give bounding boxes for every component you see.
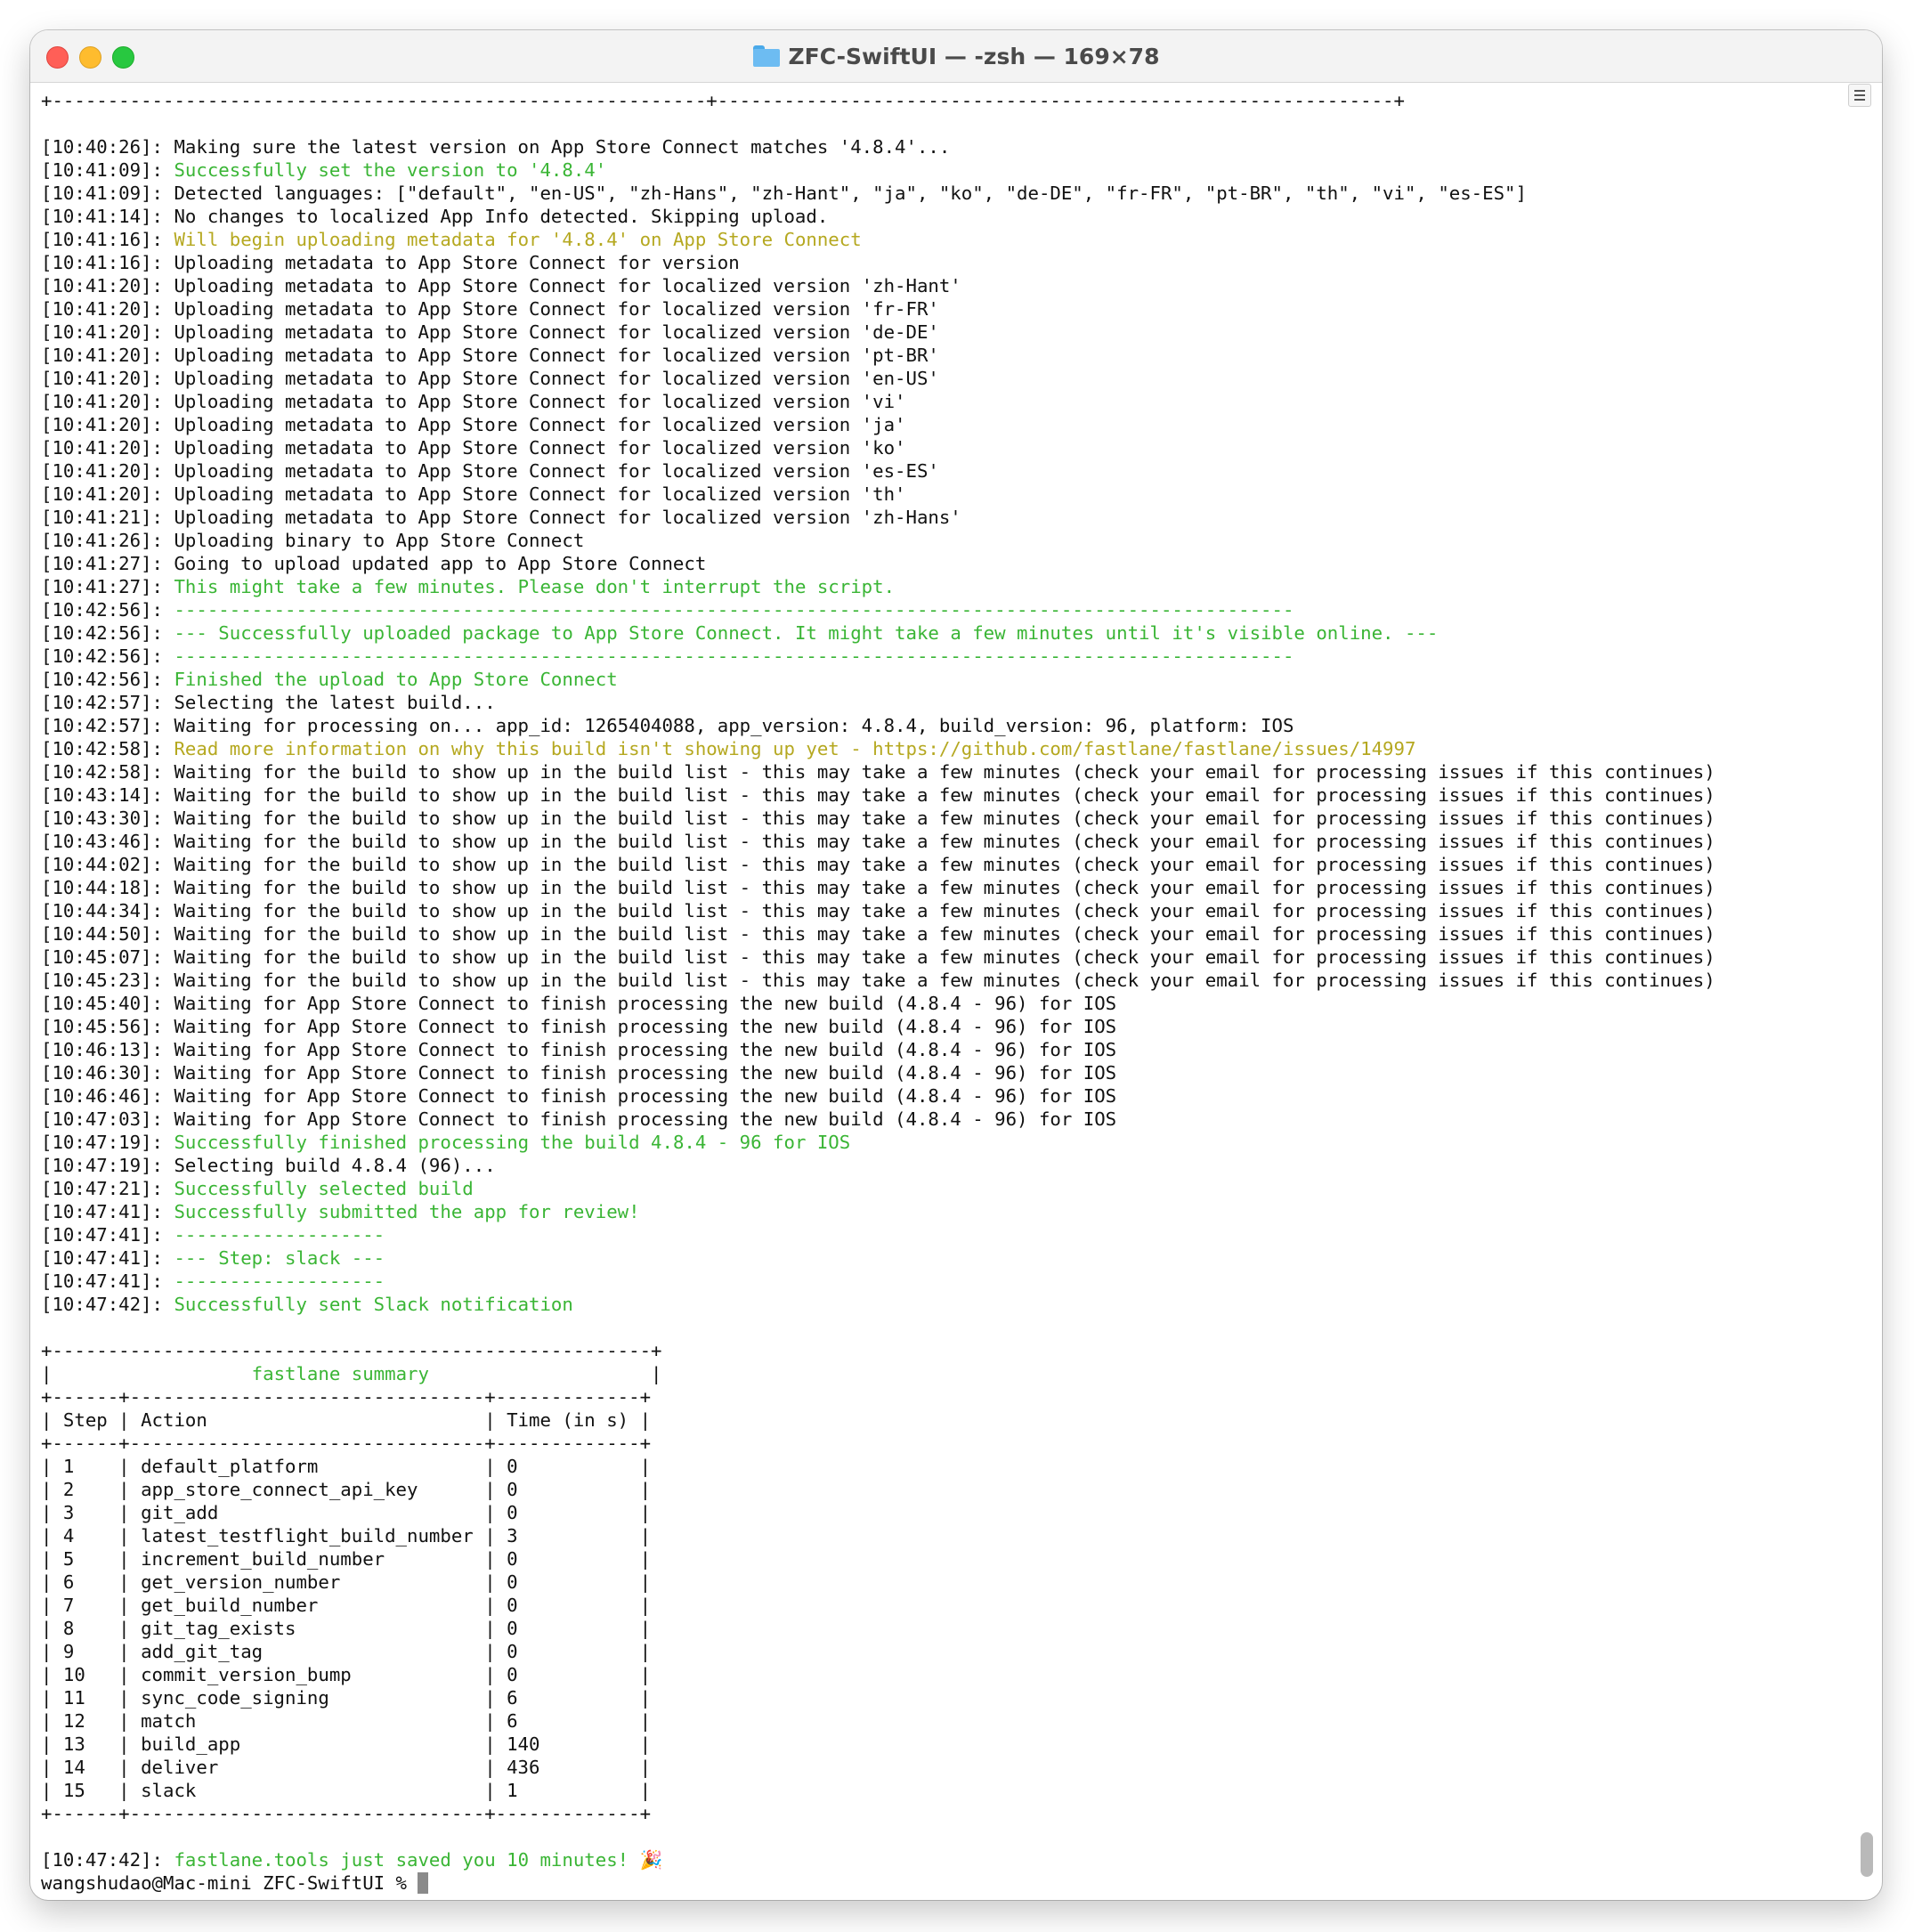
terminal-line [41, 205, 1830, 228]
terminal-line [41, 158, 1830, 182]
terminal-line [41, 1061, 1830, 1084]
line-prefix: | [41, 1363, 252, 1384]
line-text: | 9 | add_git_tag | 0 | [41, 1641, 652, 1662]
window-title: ZFC-SwiftUI — -zsh — 169×78 [788, 43, 1160, 69]
terminal-line [41, 1478, 1830, 1501]
terminal-line [41, 876, 1830, 899]
terminal-line [41, 89, 1830, 112]
terminal-line [41, 714, 1830, 737]
line-text: --- Successfully uploaded package to App Store Connect. It might take a few minutes until it's visible online. --- [174, 622, 1439, 644]
terminal-line [41, 1385, 1830, 1408]
line-text: [10:41:09]: Detected languages: ["default", "en-US", "zh-Hans", "zh-Hant", "ja", "ko", "de-DE", "fr-FR", "pt-BR", "th", "vi", "es-ES"] [41, 183, 1527, 204]
terminal-line [41, 899, 1830, 922]
terminal-line [41, 922, 1830, 946]
line-text: ----------------------------------------------------------------------------------------------------- [174, 645, 1294, 667]
line-text: [10:41:20]: Uploading metadata to App Store Connect for localized version 'zh-Hant' [41, 275, 961, 296]
terminal-line [41, 830, 1830, 853]
line-text: [10:43:46]: Waiting for the build to show up in the build list - this may take a few minutes (check your email for processing issues if this continues) [41, 831, 1715, 852]
terminal-line [41, 1108, 1830, 1131]
line-text: | 13 | build_app | 140 | [41, 1733, 652, 1755]
line-text: [10:47:03]: Waiting for App Store Connect to finish processing the new build (4.8.4 - 96) for IOS [41, 1108, 1117, 1130]
line-prefix: [10:47:41]: [41, 1247, 174, 1269]
terminal-line [41, 598, 1830, 621]
terminal-line [41, 1246, 1830, 1270]
terminal-line [41, 483, 1830, 506]
line-prefix: [10:47:42]: [41, 1294, 174, 1315]
terminal-line [41, 760, 1830, 783]
line-text: | 8 | git_tag_exists | 0 | [41, 1618, 652, 1639]
line-text: [10:44:34]: Waiting for the build to show up in the build list - this may take a few minutes (check your email for processing issues if this continues) [41, 900, 1715, 921]
line-prefix: [10:41:09]: [41, 159, 174, 181]
line-text: ------------------- [174, 1224, 385, 1246]
terminal-line [41, 1547, 1830, 1571]
line-text: [10:45:07]: Waiting for the build to show up in the build list - this may take a few minutes (check your email for processing issues if this continues) [41, 946, 1715, 968]
terminal-line [41, 1038, 1830, 1061]
terminal-line [41, 1432, 1830, 1455]
terminal-line [41, 969, 1830, 992]
terminal-output[interactable] [41, 89, 1830, 1896]
line-prefix: [10:41:16]: [41, 229, 174, 250]
terminal-line [41, 274, 1830, 297]
line-text: [10:45:56]: Waiting for App Store Connect to finish processing the new build (4.8.4 - 96) for IOS [41, 1016, 1117, 1037]
terminal-line [41, 1408, 1830, 1432]
prompt-line[interactable] [41, 1871, 1830, 1895]
line-text: ------------------- [174, 1270, 385, 1292]
terminal-line [41, 992, 1830, 1015]
terminal-line [41, 1779, 1830, 1802]
line-text: [10:41:20]: Uploading metadata to App Store Connect for localized version 'ja' [41, 414, 906, 435]
line-text: | 5 | increment_build_number | 0 | [41, 1548, 652, 1570]
line-text: ----------------------------------------------------------------------------------------------------- [174, 599, 1294, 621]
terminal-line [41, 783, 1830, 807]
line-prefix: [10:41:27]: [41, 576, 174, 597]
scroll-menu-icon[interactable] [1848, 84, 1871, 107]
terminal-line [41, 1455, 1830, 1478]
line-text: | 6 | get_version_number | 0 | [41, 1571, 652, 1593]
line-text: | 10 | commit_version_bump | 0 | [41, 1664, 652, 1685]
terminal-line [41, 1084, 1830, 1108]
terminal-line [41, 506, 1830, 529]
terminal-line [41, 251, 1830, 274]
line-text: [10:41:20]: Uploading metadata to App Store Connect for localized version 'ko' [41, 437, 906, 459]
line-text: | 11 | sync_code_signing | 6 | [41, 1687, 652, 1709]
line-text: [10:46:46]: Waiting for App Store Connect to finish processing the new build (4.8.4 - 96) for IOS [41, 1085, 1117, 1107]
terminal-line [41, 390, 1830, 413]
terminal-line [41, 367, 1830, 390]
line-text: [10:47:19]: Selecting build 4.8.4 (96)... [41, 1155, 496, 1176]
terminal-line [41, 1571, 1830, 1594]
terminal-line [41, 1015, 1830, 1038]
line-suffix: | [428, 1363, 662, 1384]
terminal-line [41, 621, 1830, 645]
line-text: | 1 | default_platform | 0 | [41, 1456, 652, 1477]
shell-prompt: wangshudao@Mac-mini ZFC-SwiftUI % [41, 1872, 418, 1894]
line-prefix: [10:42:56]: [41, 669, 174, 690]
line-text: [10:42:58]: Waiting for the build to show up in the build list - this may take a few minutes (check your email for processing issues if this continues) [41, 761, 1715, 783]
terminal-line [41, 1154, 1830, 1177]
line-text: [10:44:02]: Waiting for the build to show up in the build list - this may take a few minutes (check your email for processing issues if this continues) [41, 854, 1715, 875]
line-text: --- Step: slack --- [174, 1247, 385, 1269]
line-text: fastlane summary [251, 1363, 429, 1384]
title-bar[interactable] [30, 30, 1882, 83]
scrollbar-thumb[interactable] [1861, 1832, 1873, 1877]
line-text: [10:41:20]: Uploading metadata to App Store Connect for localized version 'pt-BR' [41, 345, 939, 366]
terminal-line [41, 575, 1830, 598]
text-cursor [418, 1872, 428, 1894]
terminal-line [41, 1663, 1830, 1686]
terminal-line [41, 529, 1830, 552]
line-text: Successfully selected build [174, 1178, 474, 1199]
terminal-line [41, 1362, 1830, 1385]
line-prefix: [10:42:56]: [41, 622, 174, 644]
terminal-line [41, 297, 1830, 321]
line-text: [10:43:14]: Waiting for the build to show up in the build list - this may take a few minutes (check your email for processing issues if this continues) [41, 784, 1715, 806]
line-text: +------+--------------------------------+-------------+ [41, 1386, 652, 1408]
terminal-line [41, 1270, 1830, 1293]
line-prefix: [10:42:56]: [41, 599, 174, 621]
line-text: [10:43:30]: Waiting for the build to show up in the build list - this may take a few minutes (check your email for processing issues if this continues) [41, 808, 1715, 829]
terminal-line [41, 182, 1830, 205]
line-text: [10:45:23]: Waiting for the build to show up in the build list - this may take a few minutes (check your email for processing issues if this continues) [41, 970, 1715, 991]
line-text: Successfully sent Slack notification [174, 1294, 573, 1315]
line-text: | 4 | latest_testflight_build_number | 3 | [41, 1525, 652, 1546]
line-text: This might take a few minutes. Please don't interrupt the script. [174, 576, 896, 597]
line-text: [10:42:57]: Selecting the latest build... [41, 692, 496, 713]
line-text: [10:41:21]: Uploading metadata to App Store Connect for localized version 'zh-Hans' [41, 507, 961, 528]
folder-icon [753, 45, 780, 67]
line-text: | 14 | deliver | 436 | [41, 1757, 652, 1778]
line-text: [10:41:20]: Uploading metadata to App Store Connect for localized version 'en-US' [41, 368, 939, 389]
line-text: [10:42:57]: Waiting for processing on... app_id: 1265404088, app_version: 4.8.4, build_version: 96, platform: IOS [41, 715, 1294, 736]
terminal-line [41, 344, 1830, 367]
line-text: | 3 | git_add | 0 | [41, 1502, 652, 1523]
terminal-line [41, 691, 1830, 714]
line-text: [10:46:30]: Waiting for App Store Connect to finish processing the new build (4.8.4 - 96) for IOS [41, 1062, 1117, 1084]
line-text: [10:44:18]: Waiting for the build to show up in the build list - this may take a few minutes (check your email for processing issues if this continues) [41, 877, 1715, 898]
line-text: +-----------------------------------------------------------+-------------------------------------------------------------+ [41, 90, 1405, 111]
terminal-line [41, 807, 1830, 830]
terminal-line [41, 1617, 1830, 1640]
line-prefix: [10:47:41]: [41, 1224, 174, 1246]
terminal-line [41, 228, 1830, 251]
terminal-line [41, 112, 1830, 135]
terminal-line [41, 1733, 1830, 1756]
line-text: Successfully set the version to '4.8.4' [174, 159, 607, 181]
line-text: [10:46:13]: Waiting for App Store Connect to finish processing the new build (4.8.4 - 96) for IOS [41, 1039, 1117, 1060]
terminal-line [41, 668, 1830, 691]
line-text: [10:41:14]: No changes to localized App Info detected. Skipping upload. [41, 206, 829, 227]
terminal-line [41, 552, 1830, 575]
line-text: [10:45:40]: Waiting for App Store Connect to finish processing the new build (4.8.4 - 96) for IOS [41, 993, 1117, 1014]
terminal-line [41, 436, 1830, 459]
terminal-line [41, 1339, 1830, 1362]
line-prefix: [10:42:56]: [41, 645, 174, 667]
terminal-line [41, 1640, 1830, 1663]
terminal-line [41, 1709, 1830, 1733]
line-prefix: [10:47:41]: [41, 1270, 174, 1292]
line-text: | 2 | app_store_connect_api_key | 0 | [41, 1479, 652, 1500]
line-text: [10:41:20]: Uploading metadata to App Store Connect for localized version 'th' [41, 483, 906, 505]
line-text: +------+--------------------------------+-------------+ [41, 1433, 652, 1454]
terminal-line [41, 1293, 1830, 1316]
terminal-line [41, 1524, 1830, 1547]
terminal-line [41, 1825, 1830, 1848]
terminal-line [41, 1802, 1830, 1825]
terminal-line [41, 1594, 1830, 1617]
terminal-line [41, 1223, 1830, 1246]
terminal-line [41, 1177, 1830, 1200]
terminal-line [41, 1316, 1830, 1339]
terminal-line [41, 1756, 1830, 1779]
line-text: [10:41:20]: Uploading metadata to App Store Connect for localized version 'vi' [41, 391, 906, 412]
line-text: | 15 | slack | 1 | [41, 1780, 652, 1801]
terminal-line [41, 1131, 1830, 1154]
terminal-line [41, 135, 1830, 158]
line-text: Successfully submitted the app for review! [174, 1201, 640, 1222]
terminal-window [30, 30, 1882, 1900]
line-text: Will begin uploading metadata for '4.8.4' on App Store Connect [174, 229, 862, 250]
terminal-line [41, 321, 1830, 344]
line-text: +------+--------------------------------+-------------+ [41, 1803, 652, 1824]
line-text: [10:41:20]: Uploading metadata to App Store Connect for localized version 'de-DE' [41, 321, 939, 343]
line-text: Finished the upload to App Store Connect [174, 669, 618, 690]
terminal-line [41, 413, 1830, 436]
line-text: | 7 | get_build_number | 0 | [41, 1595, 652, 1616]
terminal-line [41, 1501, 1830, 1524]
line-text: [10:41:26]: Uploading binary to App Store Connect [41, 530, 585, 551]
line-prefix: [10:47:41]: [41, 1201, 174, 1222]
line-text: Read more information on why this build isn't showing up yet - https://github.com/fastlane/fastlane/issues/14997 [174, 738, 1416, 759]
line-text: | Step | Action | Time (in s) | [41, 1409, 652, 1431]
line-text: [10:41:20]: Uploading metadata to App Store Connect for localized version 'es-ES' [41, 460, 939, 482]
line-text: fastlane.tools just saved you 10 minutes! 🎉 [174, 1849, 663, 1871]
line-text: [10:44:50]: Waiting for the build to show up in the build list - this may take a few minutes (check your email for processing issues if this continues) [41, 923, 1715, 945]
line-text: [10:41:16]: Uploading metadata to App Store Connect for version [41, 252, 740, 273]
line-text: [10:40:26]: Making sure the latest version on App Store Connect matches '4.8.4'... [41, 136, 951, 158]
line-text: [10:41:20]: Uploading metadata to App Store Connect for localized version 'fr-FR' [41, 298, 939, 320]
terminal-line [41, 737, 1830, 760]
line-prefix: [10:47:42]: [41, 1849, 174, 1871]
line-prefix: [10:42:58]: [41, 738, 174, 759]
terminal-line [41, 946, 1830, 969]
terminal-line [41, 459, 1830, 483]
terminal-line [41, 645, 1830, 668]
terminal-line [41, 1200, 1830, 1223]
window-title-group [30, 30, 1882, 82]
line-text: | 12 | match | 6 | [41, 1710, 652, 1732]
line-prefix: [10:47:21]: [41, 1178, 174, 1199]
line-text: Successfully finished processing the build 4.8.4 - 96 for IOS [174, 1132, 851, 1153]
line-text: +------------------------------------------------------+ [41, 1340, 662, 1361]
terminal-line [41, 853, 1830, 876]
line-text: [10:41:27]: Going to upload updated app to App Store Connect [41, 553, 707, 574]
line-prefix: [10:47:19]: [41, 1132, 174, 1153]
terminal-line [41, 1686, 1830, 1709]
terminal-line [41, 1848, 1830, 1871]
